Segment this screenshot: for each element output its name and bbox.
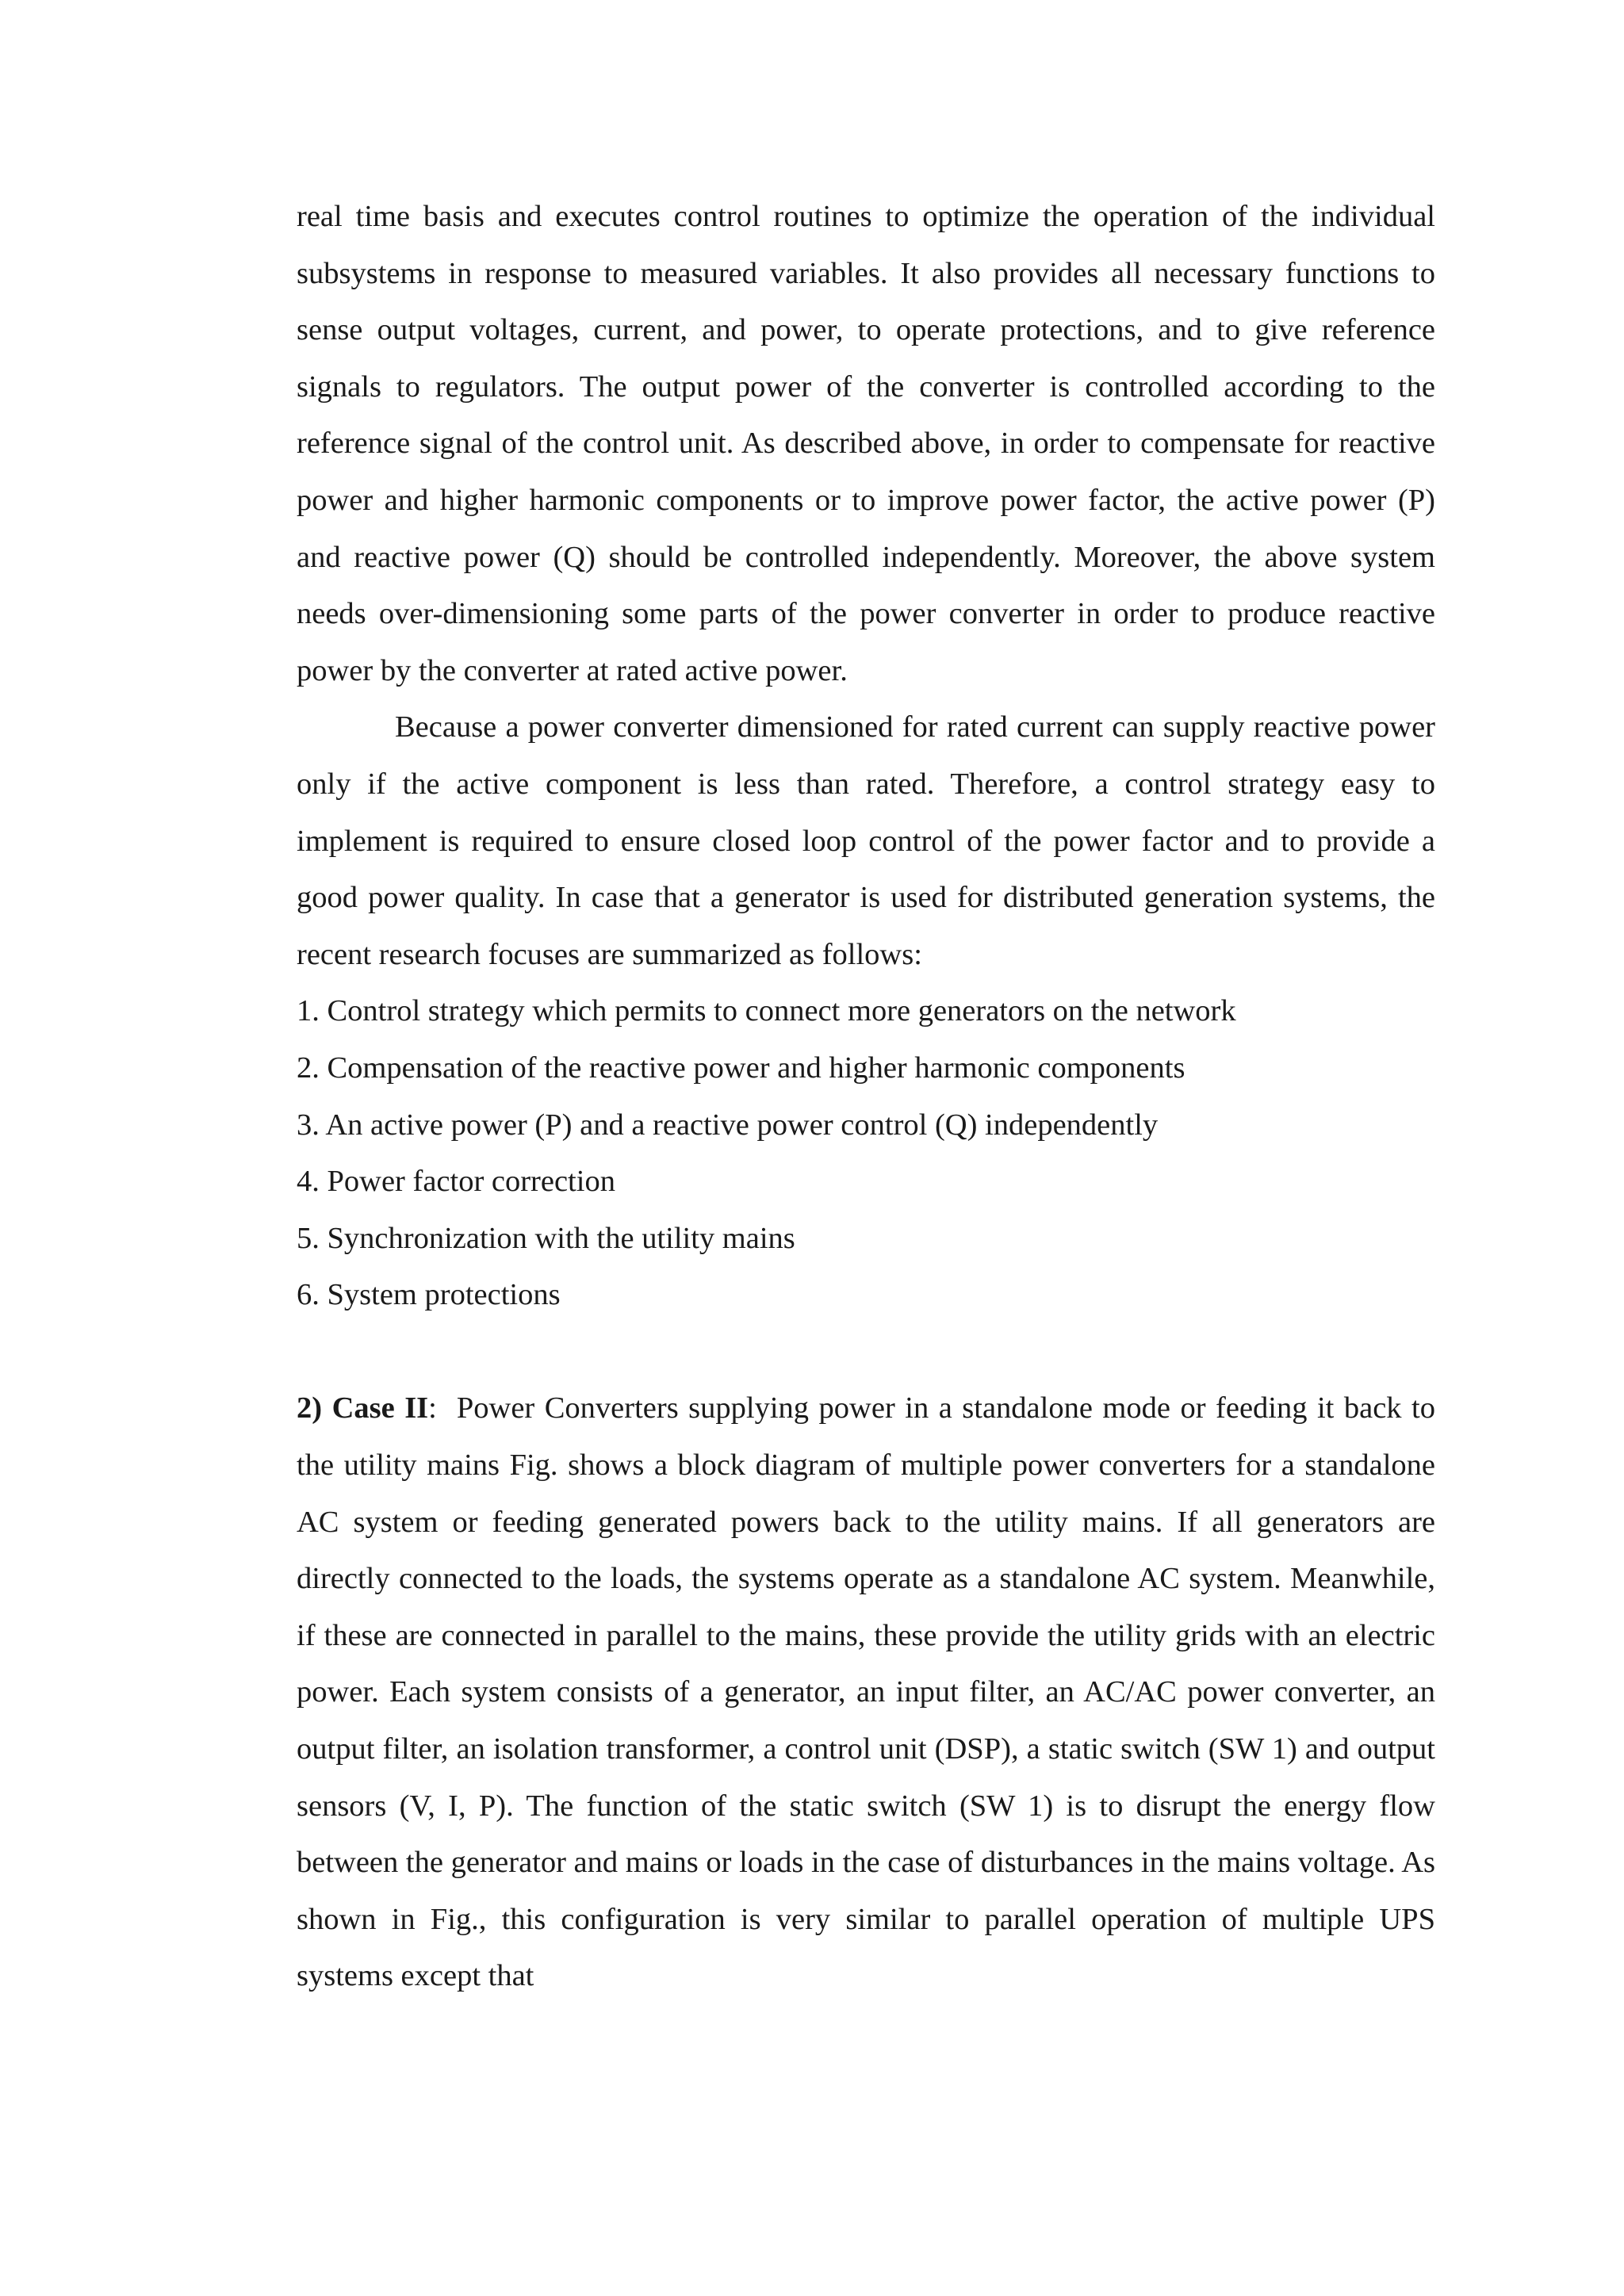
case-ii-colon: : (428, 1391, 437, 1425)
list-item: 6. System protections (297, 1278, 561, 1312)
list-item: 2. Compensation of the reactive power and higher harmonic components (297, 1050, 1185, 1085)
paragraph-control-unit: real time basis and executes control routines to optimize the operation of the individual subsystems in response to measured variables. It also provides all necessary functions to sense output voltages, current, and power, to operate protections, and to give reference signals to regulators. The output power of the converter is controlled according to the reference signal of the control unit. As described above, in order to compensate for reactive power and higher harmonic components or to improve power factor, the active power (P) and reactive power (Q) should be controlled independently. Moreover, the above system needs over-dimensioning some parts of the power converter in order to produce reactive power by the converter at rated active power. (297, 200, 1435, 687)
case-ii-heading: 2) Case II (297, 1391, 429, 1425)
document-page (297, 189, 1435, 2005)
list-item: 5. Synchronization with the utility mains (297, 1221, 795, 1255)
case-ii-body: Power Converters supplying power in a standalone mode or feeding it back to the utility mains Fig. shows a block diagram of multiple power converters for a standalone AC system or feeding generated powers back to the utility mains. If all generators are directly connected to the loads, the systems operate as a standalone AC system. Meanwhile, if these are connected in parallel to the mains, these provide the utility grids with an electric power. Each system consists of a generator, an input filter, an AC/AC power converter, an output filter, an isolation transformer, a control unit (DSP), a static switch (SW 1) and output sensors (V, I, P). The function of the static switch (SW 1) is to disrupt the energy flow between the generator and mains or loads in the case of disturbances in the mains voltage. As shown in Fig., this configuration is very similar to parallel operation of multiple UPS systems except that (297, 1391, 1435, 1993)
paragraph-case-ii (297, 1380, 1435, 2005)
list-item: 1. Control strategy which permits to connect more generators on the network (297, 994, 1236, 1028)
list-item: 4. Power factor correction (297, 1165, 615, 1199)
research-focus-list (297, 983, 1435, 1324)
paragraph-power-converter: Because a power converter dimensioned for rated current can supply reactive power only if the active component is less than rated. Therefore, a control strategy easy to implement is required to ensure closed loop control of the power factor and to provide a good power quality. In case that a generator is used for distributed generation systems, the recent research focuses are summarized as follows: (297, 710, 1435, 971)
list-item: 3. An active power (P) and a reactive power control (Q) independently (297, 1108, 1159, 1142)
